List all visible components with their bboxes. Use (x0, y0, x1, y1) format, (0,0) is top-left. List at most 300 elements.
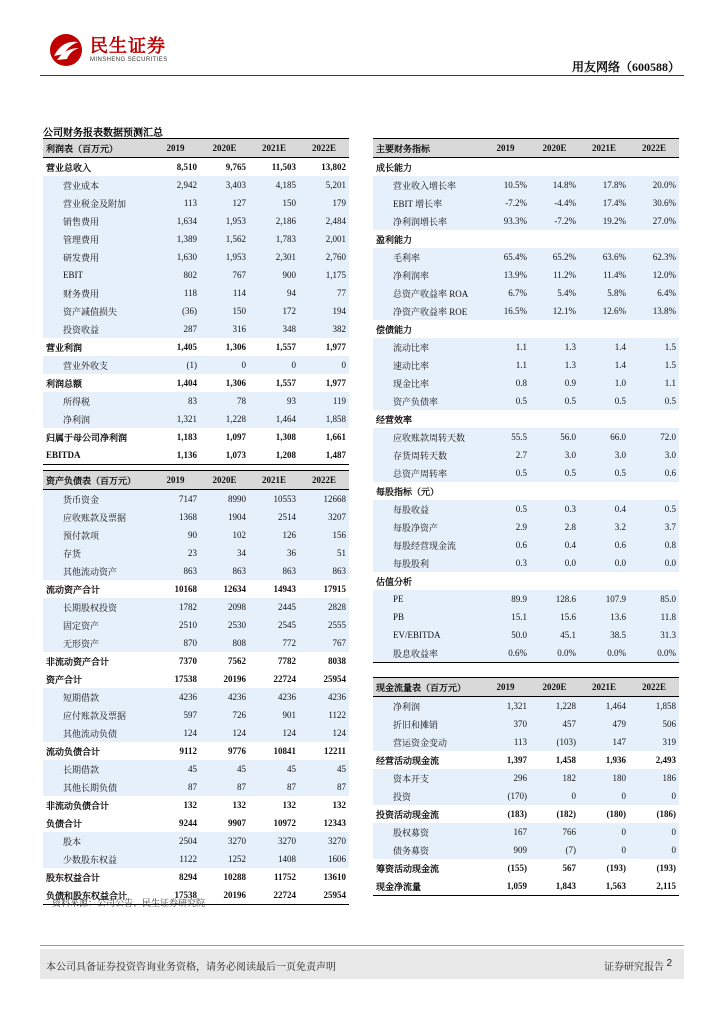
section-title: 公司财务报表数据预测汇总 (43, 128, 163, 139)
row-value: 1,073 (200, 446, 249, 465)
table-row (43, 598, 349, 616)
row-value: 10841 (273, 746, 296, 756)
row-value: 1,557 (275, 378, 296, 388)
row-value (530, 320, 579, 338)
logo-chinese-name: 民生证券 (90, 36, 166, 56)
table-row (373, 733, 679, 751)
row-value: 19.2% (579, 212, 629, 230)
row-value: 45 (249, 760, 299, 778)
table-row (43, 508, 349, 526)
table-row (373, 518, 679, 536)
row-value: 316 (200, 320, 249, 338)
table-row (373, 410, 679, 428)
table-row (43, 634, 349, 652)
row-value: (193) (606, 863, 626, 873)
row-value: 9776 (228, 746, 246, 756)
row-value: 124 (200, 724, 249, 742)
year-header: 2021E (579, 678, 629, 697)
table-row (373, 823, 679, 841)
table-row (373, 877, 679, 896)
row-value: 1.3 (530, 338, 579, 356)
row-value: 6.7% (481, 284, 530, 302)
row-value: 1122 (299, 706, 349, 724)
row-value: 1,175 (299, 266, 349, 284)
row-label: 营业收入增长率 (373, 176, 481, 194)
table-row (373, 338, 679, 356)
row-value: 1252 (200, 850, 249, 868)
row-value: 182 (530, 769, 579, 787)
row-value: (180) (606, 809, 626, 819)
table-row (43, 616, 349, 634)
row-value: 63.6% (579, 248, 629, 266)
table-row (373, 158, 679, 177)
row-value: 3.2 (579, 518, 629, 536)
row-label: 盈利能力 (376, 234, 413, 245)
year-header: 2019 (481, 139, 530, 158)
row-label: 应付账款及票据 (43, 706, 151, 724)
row-value: 132 (332, 800, 346, 810)
row-value: 479 (579, 715, 629, 733)
row-value: 0 (629, 823, 679, 841)
row-value: 5.8% (579, 284, 629, 302)
table-row (43, 850, 349, 868)
page-number: 2 (666, 958, 672, 969)
row-label: 流动比率 (373, 338, 481, 356)
row-value: 0.6% (481, 644, 530, 663)
table-row (373, 176, 679, 194)
row-value: 124 (299, 724, 349, 742)
year-header: 2021E (249, 471, 299, 490)
table-row (373, 284, 679, 302)
table-row (43, 778, 349, 796)
row-value: 45 (200, 760, 249, 778)
row-label: 流动负债合计 (46, 746, 101, 757)
row-value: 186 (629, 769, 679, 787)
table-header-row (373, 139, 679, 158)
row-value: 1,977 (325, 342, 346, 352)
table-row (43, 410, 349, 428)
row-value: 8294 (179, 872, 197, 882)
row-label: 应收账款及票据 (43, 508, 151, 526)
table-row (373, 230, 679, 248)
logo-english-name: MINSHENG SECURITIES (90, 57, 168, 63)
row-label: 投资活动现金流 (376, 809, 440, 820)
row-label: 营业利润 (46, 342, 83, 353)
row-label: 资产减值损失 (43, 302, 151, 320)
row-value: 370 (481, 715, 530, 733)
row-value: 45 (151, 760, 200, 778)
row-value: 900 (249, 266, 299, 284)
row-label: EBIT 增长率 (373, 194, 481, 212)
row-value: 9,765 (225, 162, 246, 172)
row-value: 1,953 (200, 212, 249, 230)
row-value: 2.8 (530, 518, 579, 536)
row-value: 1.1 (629, 374, 679, 392)
row-value: 0.4 (530, 536, 579, 554)
row-value: 1,308 (275, 432, 296, 442)
row-value: 2510 (151, 616, 200, 634)
row-value: 0.0% (579, 644, 629, 663)
row-label: 负债合计 (46, 818, 83, 829)
table-header-row (43, 139, 349, 158)
footer-divider (40, 945, 684, 946)
row-value: 2.7 (481, 446, 530, 464)
row-value: 0.5 (629, 500, 679, 518)
row-label: 归属于母公司净利润 (46, 432, 128, 443)
row-value: 0.6 (629, 464, 679, 482)
table-row (43, 814, 349, 832)
row-value: 3270 (200, 832, 249, 850)
row-value: 25954 (323, 674, 346, 684)
row-value: 15.6 (530, 608, 579, 626)
row-value: 94 (249, 284, 299, 302)
row-value: 156 (299, 526, 349, 544)
table-row (43, 760, 349, 778)
row-value: 179 (299, 194, 349, 212)
table-row (43, 832, 349, 850)
row-value: 83 (151, 392, 200, 410)
row-value (579, 410, 629, 428)
minsheng-logo-icon (48, 32, 84, 68)
row-value: 126 (249, 526, 299, 544)
row-value: 14.8% (530, 176, 579, 194)
year-header: 2022E (629, 139, 679, 158)
row-value: 10972 (273, 818, 296, 828)
row-label: 营运资金变动 (373, 733, 481, 751)
row-value: 8990 (200, 490, 249, 509)
table-row (43, 338, 349, 356)
row-value: 147 (579, 733, 629, 751)
year-header: 2021E (249, 139, 299, 158)
row-label: 速动比率 (373, 356, 481, 374)
row-value: 3.0 (530, 446, 579, 464)
row-label: 现金净流量 (373, 877, 481, 896)
table-row (373, 787, 679, 805)
row-value: 1,562 (200, 230, 249, 248)
year-header: 2022E (629, 678, 679, 697)
row-value: 1,858 (299, 410, 349, 428)
row-value (530, 572, 579, 590)
table-row (373, 697, 679, 716)
row-label: 每股净资产 (373, 518, 481, 536)
table-row (43, 562, 349, 580)
row-value: 0.8 (481, 374, 530, 392)
row-value: 102 (200, 526, 249, 544)
row-value (629, 482, 679, 500)
year-header: 2020E (200, 139, 249, 158)
row-value: 20196 (223, 674, 246, 684)
row-label: 所得税 (43, 392, 151, 410)
row-value: (7) (530, 841, 579, 859)
row-value: 0.5 (579, 464, 629, 482)
table-row (43, 194, 349, 212)
table-row (373, 302, 679, 320)
row-value: 12211 (323, 746, 346, 756)
row-value: 127 (200, 194, 249, 212)
row-value: 901 (249, 706, 299, 724)
row-label: 应收账款周转天数 (373, 428, 481, 446)
row-value: 167 (481, 823, 530, 841)
row-value: 2828 (299, 598, 349, 616)
row-value: 2,942 (151, 176, 200, 194)
table-row (373, 356, 679, 374)
table-row (373, 805, 679, 823)
row-value: 114 (200, 284, 249, 302)
table-row (43, 176, 349, 194)
year-header: 2021E (579, 139, 629, 158)
row-value: 1,183 (176, 432, 197, 442)
row-label: 无形资产 (43, 634, 151, 652)
row-value: 2,301 (249, 248, 299, 266)
row-value: 597 (151, 706, 200, 724)
row-label: 总资产收益率 ROA (373, 284, 481, 302)
row-value: 65.2% (530, 248, 579, 266)
row-value: 1368 (151, 508, 200, 526)
table-row (373, 751, 679, 769)
row-label: 少数股东权益 (43, 850, 151, 868)
row-value: 0 (579, 787, 629, 805)
row-value: (155) (507, 863, 527, 873)
row-value: 93 (249, 392, 299, 410)
row-value: 0 (249, 356, 299, 374)
row-value: (1) (151, 356, 200, 374)
row-value: 1.3 (530, 356, 579, 374)
row-value: 1,208 (249, 446, 299, 465)
row-value: 2530 (200, 616, 249, 634)
row-value (530, 482, 579, 500)
row-value: 0.0% (629, 644, 679, 663)
row-value: 1,097 (225, 432, 246, 442)
row-value: 870 (151, 634, 200, 652)
row-label: 成长能力 (376, 162, 413, 173)
table-row (43, 230, 349, 248)
row-label: 折旧和摊销 (373, 715, 481, 733)
row-value (579, 482, 629, 500)
row-value: 77 (299, 284, 349, 302)
row-value: 13,802 (321, 162, 346, 172)
row-value: 4,185 (249, 176, 299, 194)
table-row (43, 724, 349, 742)
table-row (43, 428, 349, 446)
table-row (373, 769, 679, 787)
row-value: -7.2% (481, 194, 530, 212)
row-value: 150 (200, 302, 249, 320)
table-row (373, 194, 679, 212)
row-label: EV/EBITDA (373, 626, 481, 644)
row-value: 1,321 (481, 697, 530, 716)
row-value: 12634 (223, 584, 246, 594)
row-value (481, 158, 530, 177)
row-value: 11752 (273, 872, 296, 882)
row-label: 其他流动负债 (43, 724, 151, 742)
row-value: 23 (151, 544, 200, 562)
row-value: 36 (249, 544, 299, 562)
table-row (373, 248, 679, 266)
row-value: 10288 (223, 872, 246, 882)
row-value (530, 410, 579, 428)
row-value: 5.4% (530, 284, 579, 302)
row-value (629, 410, 679, 428)
table-row (373, 482, 679, 500)
row-label: 每股股利 (373, 554, 481, 572)
row-value: 2.9 (481, 518, 530, 536)
row-value: 808 (200, 634, 249, 652)
row-value: 1122 (151, 850, 200, 868)
row-value: 0.0 (629, 554, 679, 572)
row-label: 债务募资 (373, 841, 481, 859)
row-value: 8,510 (176, 162, 197, 172)
row-value (481, 410, 530, 428)
row-value: 87 (299, 778, 349, 796)
row-value (629, 320, 679, 338)
row-value (481, 572, 530, 590)
row-value: 1,404 (176, 378, 197, 388)
row-value: 12668 (299, 490, 349, 509)
row-label: 股权募资 (373, 823, 481, 841)
row-value: 132 (282, 800, 296, 810)
row-label: 长期借款 (43, 760, 151, 778)
row-label: 经营效率 (376, 414, 413, 425)
row-value: 319 (629, 733, 679, 751)
row-label: 经营活动现金流 (376, 755, 440, 766)
row-value: 3,403 (200, 176, 249, 194)
row-value: 7782 (278, 656, 296, 666)
row-value: 1782 (151, 598, 200, 616)
row-label: 管理费用 (43, 230, 151, 248)
row-value: 0.5 (579, 392, 629, 410)
row-value: 1606 (299, 850, 349, 868)
table-row (43, 392, 349, 410)
row-value: 12.0% (629, 266, 679, 284)
row-value: 457 (530, 715, 579, 733)
row-label: 非流动资产合计 (46, 656, 110, 667)
row-value: 3.0 (629, 446, 679, 464)
row-value (629, 572, 679, 590)
row-label: 非流动负债合计 (46, 800, 110, 811)
row-value: 1.4 (579, 338, 629, 356)
row-label: 净利润 (373, 697, 481, 716)
table-row (373, 590, 679, 608)
row-label: 其他流动资产 (43, 562, 151, 580)
table-row (43, 302, 349, 320)
year-header: 2020E (200, 471, 249, 490)
row-label: 毛利率 (373, 248, 481, 266)
row-value: 25954 (299, 886, 349, 905)
row-value: 0.0 (579, 554, 629, 572)
table-row (43, 580, 349, 598)
row-value: 10553 (249, 490, 299, 509)
row-label: 总资产周转率 (373, 464, 481, 482)
row-value: (183) (507, 809, 527, 819)
row-value: 7562 (228, 656, 246, 666)
row-value (530, 230, 579, 248)
row-value: 180 (579, 769, 629, 787)
row-label: EBITDA (43, 446, 151, 465)
row-label: 每股经营现金流 (373, 536, 481, 554)
row-value: 11.4% (579, 266, 629, 284)
row-value: 1.1 (481, 338, 530, 356)
row-value: 10.5% (481, 176, 530, 194)
row-value: 0 (299, 356, 349, 374)
year-header: 2019 (481, 678, 530, 697)
table-row (43, 266, 349, 284)
row-value: 863 (299, 562, 349, 580)
row-value: 128.6 (530, 590, 579, 608)
row-value (481, 482, 530, 500)
row-value: 13.8% (629, 302, 679, 320)
row-value: 90 (151, 526, 200, 544)
row-value: 287 (151, 320, 200, 338)
row-label: 营业总收入 (46, 162, 92, 173)
row-value: 8038 (328, 656, 346, 666)
row-label: 利润总额 (46, 378, 83, 389)
row-value: (103) (530, 733, 579, 751)
row-value: 22724 (273, 674, 296, 684)
row-value: 5,201 (299, 176, 349, 194)
row-value: 1,563 (579, 877, 629, 896)
row-value: 863 (249, 562, 299, 580)
table-row (43, 158, 349, 177)
row-value: 3207 (299, 508, 349, 526)
row-value: 0.5 (629, 392, 679, 410)
row-value: 1,843 (530, 877, 579, 896)
row-value: 0 (629, 787, 679, 805)
header-divider (40, 75, 684, 76)
year-header: 2022E (299, 139, 349, 158)
row-value: 0.5 (530, 464, 579, 482)
row-value: 0.8 (629, 536, 679, 554)
year-header: 2022E (299, 471, 349, 490)
row-value: 0 (629, 841, 679, 859)
row-value: 45.1 (530, 626, 579, 644)
row-value: 45 (299, 760, 349, 778)
row-value: 382 (299, 320, 349, 338)
row-label: 资本开支 (373, 769, 481, 787)
row-value: 1,458 (555, 755, 576, 765)
row-value: 3.0 (579, 446, 629, 464)
row-value (481, 320, 530, 338)
row-value: 87 (151, 778, 200, 796)
row-label: 预付款项 (43, 526, 151, 544)
row-value: 15.1 (481, 608, 530, 626)
row-value: 89.9 (481, 590, 530, 608)
row-label: 净利润率 (373, 266, 481, 284)
row-value: 13.6 (579, 608, 629, 626)
row-value: 4236 (249, 688, 299, 706)
row-value: 10168 (174, 584, 197, 594)
table-row (43, 490, 349, 509)
source-note: 资料来源：公司公告、民生证券研究院 (52, 898, 206, 908)
row-value: 27.0% (629, 212, 679, 230)
row-value: 1,389 (151, 230, 200, 248)
row-value: 1,634 (151, 212, 200, 230)
row-value: 1.4 (579, 356, 629, 374)
row-value: 1.5 (629, 338, 679, 356)
row-value: 132 (232, 800, 246, 810)
row-value: 1,487 (299, 446, 349, 465)
row-label: 流动资产合计 (46, 584, 101, 595)
row-value: (193) (656, 863, 676, 873)
row-value: 2445 (249, 598, 299, 616)
row-value: 11,503 (271, 162, 296, 172)
table-row (373, 374, 679, 392)
row-value: 1,661 (325, 432, 346, 442)
table-row (43, 742, 349, 760)
table-row (373, 536, 679, 554)
row-value: 1,953 (200, 248, 249, 266)
row-value: 1,306 (225, 378, 246, 388)
table-row (43, 446, 349, 465)
